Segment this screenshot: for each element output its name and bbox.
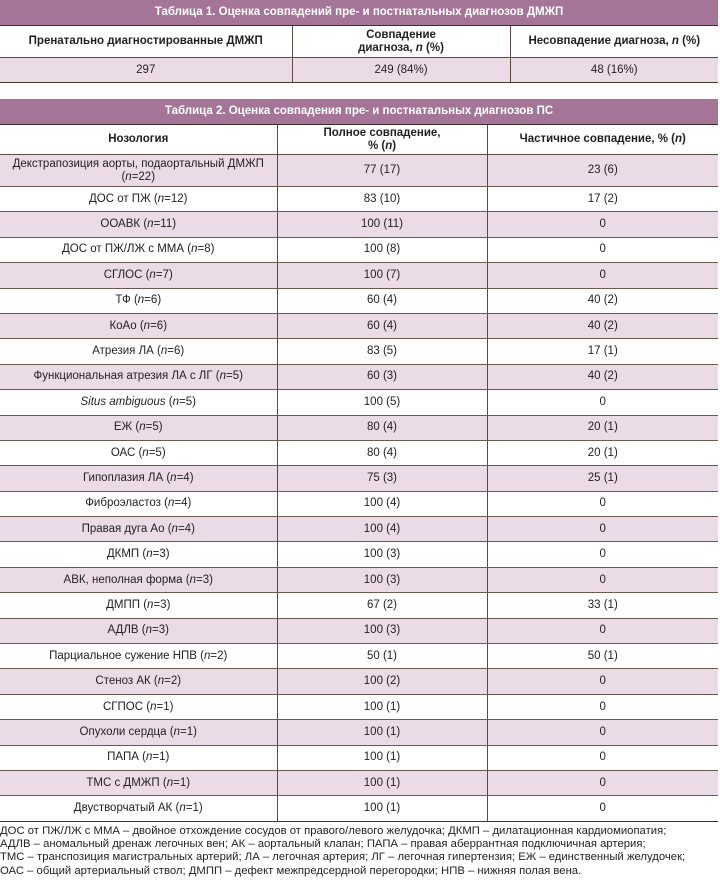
nosology-name: Фиброэластоз	[85, 497, 161, 510]
cell-match: 249 (84%)	[292, 58, 510, 83]
case-count: 5	[232, 370, 240, 383]
case-count: 1	[186, 725, 194, 738]
header-line2-post: )	[392, 139, 397, 152]
header-line2-pre: диагноза,	[358, 41, 416, 54]
n-label: n	[170, 471, 177, 484]
cell-nosology: ДКМП (n=3)	[0, 542, 277, 567]
header-post: (%)	[678, 35, 701, 47]
nosology-name: КоАо	[109, 319, 137, 332]
cell-nosology: КоАо (n=6)	[0, 313, 277, 338]
cell-full-match: 100 (11)	[277, 212, 487, 237]
table-row	[0, 745, 718, 770]
header-n: n	[385, 139, 393, 152]
header-pre: Несовпадение диагноза,	[528, 35, 672, 47]
n-label: n	[143, 319, 151, 332]
cell-full-match: 100 (1)	[277, 694, 487, 719]
cell-partial-match: 0	[487, 796, 718, 821]
cell-nosology: СГЛОС (n=7)	[0, 263, 277, 288]
table-row	[0, 187, 718, 212]
n-label: n	[204, 649, 211, 662]
case-count: 1	[192, 802, 199, 815]
table-row	[0, 263, 718, 288]
cell-full-match: 80 (4)	[277, 440, 487, 465]
n-label: n	[157, 192, 165, 205]
table-1-title: Таблица 1. Оценка совпадений пре- и постнатальных диагнозов ДМЖП	[0, 0, 718, 26]
cell-partial-match: 23 (6)	[487, 155, 718, 187]
n-label: n	[160, 345, 168, 358]
nosology-name: ДОС от ПЖ/ЛЖ с ММА	[62, 243, 185, 256]
cell-nosology: Декстрапозиция аорты, подаортальный ДМЖП (n=22)	[0, 155, 277, 187]
case-count: 8	[204, 243, 211, 256]
cell-nosology: Стеноз АК (n=2)	[0, 669, 277, 694]
n-label: n	[167, 497, 175, 510]
cell-nosology: АДЛВ (n=3)	[0, 618, 277, 643]
cell-full-match: 100 (1)	[277, 770, 487, 795]
n-label: n	[173, 725, 180, 738]
nosology-name: ДМПП	[106, 598, 140, 611]
cell-full-match: 80 (4)	[277, 415, 487, 440]
cell-partial-match: 0	[487, 669, 718, 694]
cell-partial-match: 33 (1)	[487, 593, 718, 618]
nosology-name: СГЛОС	[103, 268, 143, 281]
case-count: 12	[170, 192, 184, 205]
cell-nosology: ТМС с ДМЖП (n=1)	[0, 770, 277, 795]
table-row	[0, 669, 718, 694]
case-count: 3	[202, 573, 210, 586]
cell-nosology: Парциальное сужение НПВ (n=2)	[0, 644, 277, 669]
cell-nosology: Правая дуга Ао (n=4)	[0, 517, 277, 542]
nosology-name: АДЛВ	[107, 624, 139, 637]
cell-partial-match: 25 (1)	[487, 466, 718, 491]
case-count: 3	[160, 598, 167, 611]
cell-partial-match: 0	[487, 237, 718, 262]
cell-nosology: ДОС от ПЖ (n=12)	[0, 187, 277, 212]
nosology-name: Опухоли сердца	[79, 725, 167, 738]
n-label: n	[149, 268, 156, 281]
nosology-name: ПАПА	[107, 751, 139, 764]
table-row	[0, 517, 718, 542]
case-count: 5	[155, 446, 162, 459]
cell-nosology: Situs ambiguous (n=5)	[0, 390, 277, 415]
cell-nosology: Опухоли сердца (n=1)	[0, 720, 277, 745]
cell-nosology: ТФ (n=6)	[0, 288, 277, 313]
cell-nosology: Фиброэластоз (n=4)	[0, 491, 277, 516]
nosology-name: ОАС	[110, 446, 136, 459]
header-line1: Совпадение	[366, 28, 436, 41]
table-row	[0, 796, 718, 821]
cell-nosology: Функциональная атрезия ЛА с ЛГ (n=5)	[0, 364, 277, 389]
case-count: 2	[217, 649, 224, 662]
footnote-line: АДЛВ – аномальный дренаж легочных вен; АК – аортальный клапан; ПАПА – правая аберрантная подключичная артерия;	[0, 838, 646, 851]
header-n: n	[415, 41, 423, 54]
cell-partial-match: 20 (1)	[487, 440, 718, 465]
cell-partial-match: 0	[487, 390, 718, 415]
n-label: n	[145, 751, 153, 764]
table-row	[0, 155, 718, 187]
cell-nosology: Гипоплазия ЛА (n=4)	[0, 466, 277, 491]
cell-partial-match: 40 (2)	[487, 313, 718, 338]
cell-partial-match: 0	[487, 745, 718, 770]
cell-prenatal-count: 297	[0, 58, 292, 83]
n-label: n	[146, 548, 153, 561]
n-label: n	[171, 522, 178, 535]
nosology-name: Двустворчатый АК	[73, 802, 173, 815]
n-label: n	[157, 675, 165, 688]
table-row	[0, 415, 718, 440]
cell-partial-match: 0	[487, 491, 718, 516]
case-count: 22	[138, 170, 152, 183]
table-row	[0, 364, 718, 389]
cell-partial-match: 0	[487, 542, 718, 567]
cell-partial-match: 40 (2)	[487, 364, 718, 389]
column-header-full-match	[277, 125, 487, 155]
cell-full-match: 83 (10)	[277, 187, 487, 212]
case-count: 2	[170, 675, 178, 688]
n-label: n	[150, 700, 157, 713]
footnote	[0, 825, 716, 878]
table-row	[0, 466, 718, 491]
cell-full-match: 100 (4)	[277, 517, 487, 542]
header-line2-post: (%)	[422, 41, 444, 54]
table-row	[0, 288, 718, 313]
column-header-nosology	[0, 125, 277, 155]
cell-partial-match: 20 (1)	[487, 415, 718, 440]
cell-nosology: Двустворчатый АК (n=1)	[0, 796, 277, 821]
case-count: 7	[162, 268, 169, 281]
n-label: n	[191, 243, 198, 256]
cell-nosology: АВК, неполная форма (n=3)	[0, 567, 277, 592]
case-count: 5	[185, 395, 193, 408]
cell-partial-match: 0	[487, 567, 718, 592]
cell-full-match: 100 (3)	[277, 567, 487, 592]
column-header-mismatch	[510, 26, 718, 58]
table-row	[0, 313, 718, 338]
nosology-name: Парциальное сужение НПВ	[49, 649, 197, 662]
nosology-name: СГПОС	[103, 700, 144, 713]
nosology-name: ДКМП	[106, 548, 140, 561]
column-header-prenatal	[0, 26, 292, 58]
case-count: 1	[163, 700, 170, 713]
cell-partial-match: 50 (1)	[487, 644, 718, 669]
table-2-title: Таблица 2. Оценка совпадения пре- и постнатальных диагнозов ПС	[0, 99, 718, 125]
cell-full-match: 100 (7)	[277, 263, 487, 288]
nosology-name: Situs ambiguous	[80, 395, 166, 408]
header-pre: Частичное совпадение, % (	[519, 133, 676, 145]
nosology-name: Правая дуга Ао	[81, 522, 165, 535]
cell-partial-match: 0	[487, 212, 718, 237]
nosology-name: Функциональная атрезия ЛА с ЛГ	[33, 370, 213, 383]
header-line2-pre: % (	[367, 139, 386, 152]
cell-full-match: 100 (3)	[277, 618, 487, 643]
nosology-name: ТФ	[115, 294, 131, 307]
case-count: 4	[184, 522, 192, 535]
table-row	[0, 390, 718, 415]
n-label: n	[125, 170, 132, 183]
cell-full-match: 75 (3)	[277, 466, 487, 491]
cell-full-match: 67 (2)	[277, 593, 487, 618]
cell-partial-match: 17 (1)	[487, 339, 718, 364]
cell-full-match: 60 (4)	[277, 313, 487, 338]
nosology-name: ДОС от ПЖ	[88, 192, 151, 205]
cell-partial-match: 0	[487, 720, 718, 745]
table-1	[0, 0, 718, 83]
case-count: 1	[179, 776, 187, 789]
table-row	[0, 618, 718, 643]
table-1-header-row	[0, 26, 718, 58]
case-count: 5	[152, 421, 159, 434]
cell-partial-match: 0	[487, 770, 718, 795]
cell-partial-match: 0	[487, 694, 718, 719]
column-header-match	[292, 26, 510, 58]
cell-full-match: 60 (3)	[277, 364, 487, 389]
n-label: n	[147, 598, 154, 611]
n-label: n	[139, 421, 146, 434]
case-count: 6	[156, 319, 164, 332]
header-n: n	[675, 133, 683, 145]
table-row	[0, 339, 718, 364]
case-count: 4	[181, 497, 188, 510]
footnote-line: ТМС – транспозиция магистральных артерий; ЛА – легочная артерия; ЛГ – легочная гипертензия; ЕЖ – единственный желудочек;	[0, 851, 686, 864]
table-row	[0, 644, 718, 669]
case-count: 6	[173, 345, 181, 358]
cell-full-match: 50 (1)	[277, 644, 487, 669]
cell-full-match: 83 (5)	[277, 339, 487, 364]
table-row	[0, 440, 718, 465]
n-label: n	[172, 395, 179, 408]
table-row	[0, 720, 718, 745]
header-post: )	[682, 133, 686, 145]
cell-partial-match: 40 (2)	[487, 288, 718, 313]
nosology-name: Атрезия ЛА	[92, 345, 154, 358]
nosology-name: Декстрапозиция аорты, подаортальный ДМЖП	[12, 157, 264, 170]
case-count: 6	[150, 294, 158, 307]
nosology-name: АВК, неполная форма	[63, 573, 183, 586]
cell-full-match: 100 (4)	[277, 491, 487, 516]
table-row	[0, 491, 718, 516]
nosology-name: Гипоплазия ЛА	[82, 471, 164, 484]
column-header-partial-match	[487, 125, 718, 155]
cell-mismatch: 48 (16%)	[510, 58, 718, 83]
case-count: 11	[160, 218, 173, 231]
n-label: n	[166, 776, 174, 789]
cell-nosology: ЕЖ (n=5)	[0, 415, 277, 440]
table-2-header-row	[0, 125, 718, 155]
n-label: n	[189, 573, 196, 586]
cell-nosology: ДМПП (n=3)	[0, 593, 277, 618]
header-text: Пренатально диагностированные ДМЖП	[28, 35, 263, 47]
cell-full-match: 100 (1)	[277, 796, 487, 821]
case-count: 1	[159, 751, 166, 764]
cell-full-match: 77 (17)	[277, 155, 487, 187]
nosology-name: Стеноз АК	[95, 675, 151, 688]
header-line1: Полное совпадение,	[323, 126, 441, 139]
cell-nosology: ДОС от ПЖ/ЛЖ с ММА (n=8)	[0, 237, 277, 262]
cell-full-match: 60 (4)	[277, 288, 487, 313]
cell-partial-match: 17 (2)	[487, 187, 718, 212]
table-row	[0, 237, 718, 262]
case-count: 3	[158, 624, 166, 637]
table-row	[0, 542, 718, 567]
cell-nosology: ОАС (n=5)	[0, 440, 277, 465]
case-count: 3	[159, 548, 166, 561]
header-text: Нозология	[108, 133, 169, 145]
cell-nosology: ПАПА (n=1)	[0, 745, 277, 770]
nosology-name: ТМС с ДМЖП	[86, 776, 160, 789]
cell-nosology: ООАВК (n=11)	[0, 212, 277, 237]
cell-full-match: 100 (1)	[277, 745, 487, 770]
table-row	[0, 58, 718, 83]
footnote-line: ОАС – общий артериальный ствол; ДМПП – дефект межпредсердной перегородки; НПВ – нижняя полая вена.	[0, 864, 582, 877]
header-n: n	[671, 35, 679, 47]
nosology-name: ООАВК	[100, 218, 141, 231]
table-row	[0, 567, 718, 592]
footnote-line: ДОС от ПЖ/ЛЖ с ММА – двойное отхождение сосудов от правого/левого желудочка; ДКМП – дилатационная кардиомиопатия;	[0, 825, 667, 837]
n-label: n	[179, 802, 186, 815]
cell-nosology: Атрезия ЛА (n=6)	[0, 339, 277, 364]
table-row	[0, 770, 718, 795]
n-label: n	[137, 294, 145, 307]
table-row	[0, 694, 718, 719]
cell-nosology: СГПОС (n=1)	[0, 694, 277, 719]
table-2	[0, 99, 718, 822]
cell-full-match: 100 (1)	[277, 720, 487, 745]
cell-full-match: 100 (3)	[277, 542, 487, 567]
cell-partial-match: 0	[487, 517, 718, 542]
cell-partial-match: 0	[487, 618, 718, 643]
case-count: 4	[183, 471, 190, 484]
n-label: n	[219, 370, 227, 383]
table-row	[0, 212, 718, 237]
cell-full-match: 100 (2)	[277, 669, 487, 694]
cell-full-match: 100 (8)	[277, 237, 487, 262]
nosology-name: ЕЖ	[113, 421, 133, 434]
n-label: n	[147, 218, 154, 231]
table-row	[0, 593, 718, 618]
cell-partial-match: 0	[487, 263, 718, 288]
cell-full-match: 100 (5)	[277, 390, 487, 415]
n-label: n	[145, 624, 153, 637]
n-label: n	[142, 446, 149, 459]
